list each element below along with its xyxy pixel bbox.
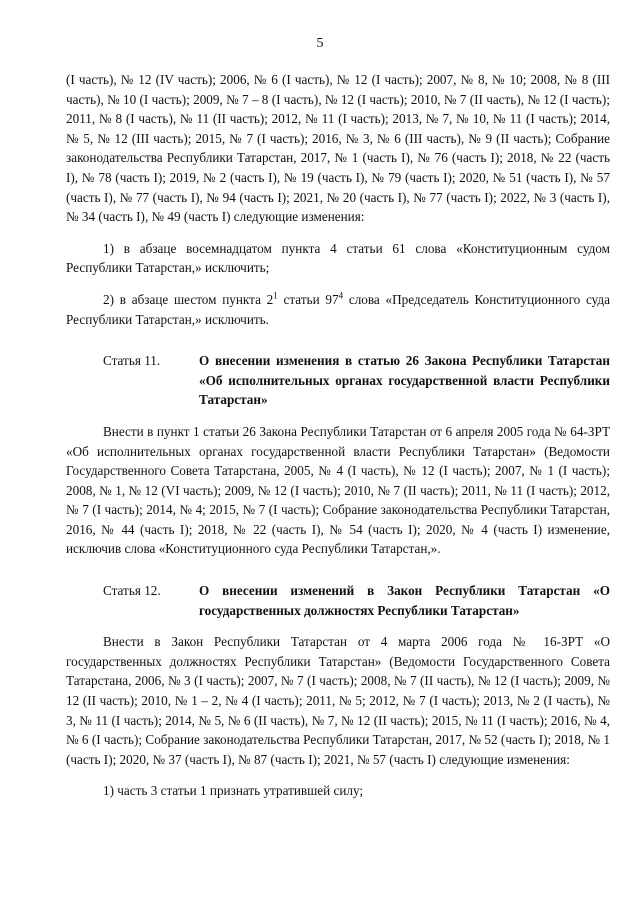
- list-item-2-middle: статьи 97: [277, 291, 339, 307]
- page-number: 5: [316, 36, 324, 51]
- article-11-heading: [66, 351, 610, 410]
- list-item-2-prefix: 2) в абзаце шестом пункта 2: [103, 291, 274, 307]
- document-body: [66, 70, 610, 801]
- list-item-2-suffix: слова «Председатель Конституционного суда Республики Татарстан,» исключить.: [66, 291, 610, 327]
- article-12-item-1: 1) часть 3 статьи 1 признать утратившей силу;: [103, 783, 364, 799]
- superscript-1: 1: [273, 290, 278, 301]
- superscript-2: 4: [338, 290, 344, 301]
- list-item-2: [66, 290, 610, 329]
- article-12-title: О внесении изменений в Закон Республики Татарстан «О государственных должностях Республики Татарстан»: [199, 583, 610, 618]
- article-11-body: Внести в пункт 1 статьи 26 Закона Республики Татарстан от 6 апреля 2005 года № 64-ЗРТ «Об исполнительных органах государственной власти Республики Татарстан» (Ведомости Государственного Совета Татарстана, 2005, № 4 (I часть), № 12 (I часть); 2007, № 1 (I часть); 2008, № 1, № 12 (VI часть); 2009, № 12 (I часть); 2010, № 7 (II часть); 2011, № 11 (I часть); 2012, № 7 (I часть); 2014, № 4; 2015, № 7 (I часть); Собрание законодательства Республики Татарстан, 2016, № 44 (часть I); 2018, № 22 (часть I), № 54 (часть I); 2020, № 4 (часть I) изменение, исключив слова «Конституционного суда Республики Татарстан,».: [66, 423, 610, 557]
- article-12-number: Статья 12.: [103, 583, 161, 599]
- article-11-number: Статья 11.: [103, 353, 161, 369]
- article-12-heading: [66, 581, 610, 620]
- intro-paragraph: (I часть), № 12 (IV часть); 2006, № 6 (I часть), № 12 (I часть); 2007, № 8, № 10; 2008, № 8 (III часть), № 10 (I часть); 2009, № 7 – 8 (I часть), № 12 (I часть); 2010, № 7 (II часть), № 12 (I часть); 2011, № 8 (I часть), № 11 (II часть); 2012, № 11 (I часть); 2013, № 7, № 10, № 11 (I часть); 2014, № 5, № 12 (III часть); 2015, № 7 (I часть); 2016, № 3, № 6 (III часть), № 9 (II часть); Собрание законодательства Республики Татарстан, 2017, № 1 (часть I), № 76 (часть I); 2018, № 22 (часть I), № 78 (часть I); 2019, № 2 (часть I), № 19 (часть I), № 79 (часть I); 2020, № 51 (часть I), № 57 (часть I), № 77 (часть I), № 94 (часть I); 2021, № 20 (часть I), № 77 (часть I); 2022, № 3 (часть I), № 34 (часть I), № 49 (часть I) следующие изменения:: [66, 72, 610, 225]
- article-12-body: Внести в Закон Республики Татарстан от 4 марта 2006 года № 16-ЗРТ «О государственных должностях Республики Татарстан» (Ведомости Государственного Совета Татарстана, 2006, № 3 (I часть); 2007, № 7 (I часть); 2008, № 7 (II часть), № 12 (I часть); 2009, № 12 (II часть); 2010, № 1 – 2, № 4 (I часть); 2011, № 5; 2012, № 7 (I часть); 2013, № 2 (I часть), № 3, № 11 (I часть); 2014, № 5, № 6 (II часть), № 7, № 12 (II часть); 2015, № 11 (I часть); 2016, № 4, № 6 (I часть); Собрание законодательства Республики Татарстан, 2017, № 52 (часть I); 2018, № 1 (часть I); 2020, № 37 (часть I), № 87 (часть I); 2021, № 57 (часть I) следующие изменения:: [66, 634, 610, 767]
- article-11-title: О внесении изменения в статью 26 Закона Республики Татарстан «Об исполнительных органах государственной власти Республики Татарстан»: [199, 353, 610, 408]
- list-item-1: 1) в абзаце восемнадцатом пункта 4 статьи 61 слова «Конституционным судом Республики Татарстан,» исключить;: [66, 240, 610, 276]
